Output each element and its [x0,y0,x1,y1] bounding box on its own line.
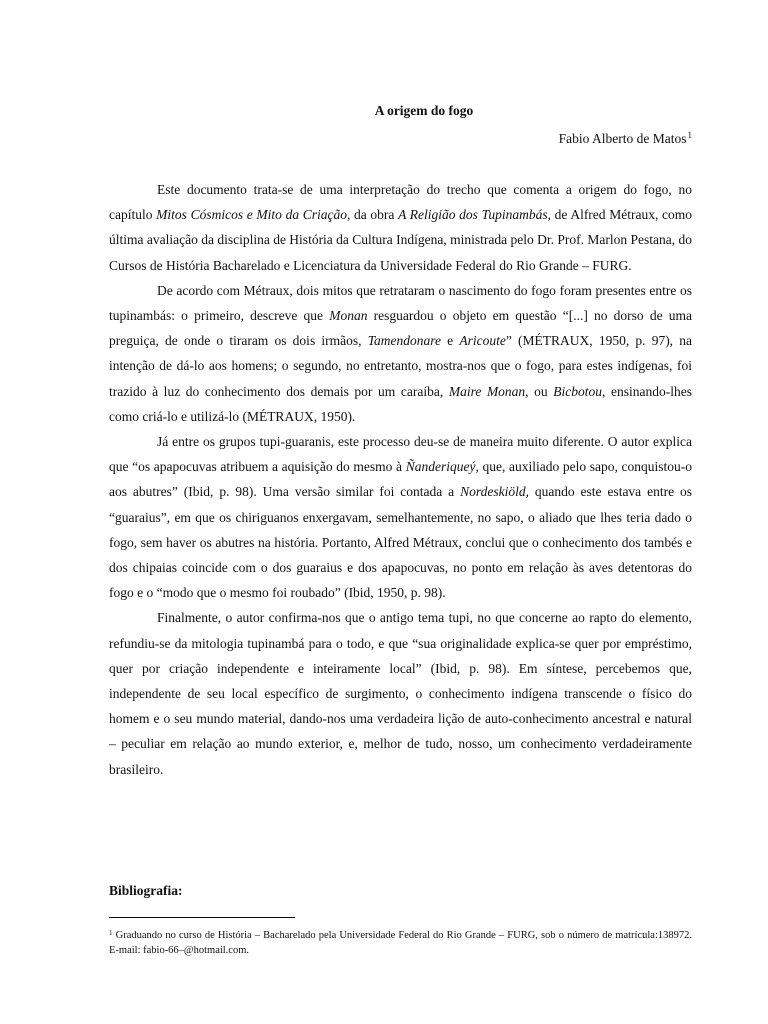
text-run: ou [528,383,554,399]
paragraph-4 [109,605,692,781]
bibliography-heading: Bibliografia: [109,883,183,898]
text-run: resguardou o objeto em questão “[...] no dorso de uma preguiça, de onde o tiraram os dois irmãos, [109,308,693,349]
footnote [109,926,692,958]
document-title: A origem do fogo [374,103,474,118]
text-run: quando este estava entre os “guaraius”, em que os chiriguanos enxergavam, semelhantemente, no sapo, o aliado que lhes teria dado o fogo, sem haver os abutres na história. Portanto, Alfred Métraux, conclui que o conhecimento dos tambés e dos chipaias coincide com o dos guaraius e dos apapocuvas, no ponto em relação às aves detentoras do fogo e o “modo que o mesmo foi roubado” (Ibid, 1950, p. 98). [109,484,692,601]
body-text [109,177,692,782]
text-run: Finalmente, o autor confirma-nos que o antigo tema tupi, no que concerne ao rapto do elemento, refundiu-se da mitologia tupinambá para o todo, e que “sua originalidade explica-se quer por empréstimo, quer por criação independente e inteiramente local” (Ibid, p. 98). Em síntese, percebemos que, independente de seu local específico de surgimento, o conhecimento indígena transcende o físico do homem e o seu mundo material, dando-nos uma verdadeira lição de auto-conhecimento ancestral e natural – peculiar em relação ao mundo exterior, e, melhor de tudo, nosso, um conhecimento verdadeiramente brasileiro. [109,610,692,777]
footnote-text: Graduando no curso de História – Bacharelado pela Universidade Federal do Rio Grande – FURG, sob o número de matrícula:138972. E-mail: fabio-66–@hotmail.com. [109,930,692,956]
italic-term: Monan [329,308,368,324]
text-run: , da obra [346,207,399,223]
text-run: ” (MÉTRAUX, 1950, p. 97), na intenção de dá-lo aos homens; o segundo, no entretanto, mostra-nos que o fogo, para estes indígenas, foi trazido à luz do conhecimento dos demais por um caraíba, [109,333,692,399]
text-run: Este documento trata-se de uma interpretação do trecho que comenta a origem do fogo, no capítulo [109,182,692,223]
paragraph-3 [109,429,692,605]
italic-term: Tamendonare [367,333,441,349]
italic-term: Nordeskiöld, [460,484,529,500]
italic-term: Aricoute [459,333,506,349]
paragraph-1 [109,177,692,278]
italic-term: Maire Monan, [448,383,529,399]
text-run: , ensinando-lhes como criá-lo e utilizá-lo (MÉTRAUX, 1950). [109,383,692,424]
paragraph-2 [109,278,692,429]
italic-term: Ñanderiqueý, [405,459,479,475]
text-run: e [440,333,460,349]
footnote-marker: 1 [109,929,113,937]
text-run: Já entre os grupos tupi-guaranis, este processo deu-se de maneira muito diferente. O autor explica que “os apapocuvas atribuem a aquisição do mesmo à [109,434,692,475]
text-run: que, auxiliado pelo sapo, conquistou-o aos abutres” (Ibid, p. 98). Uma versão similar foi contada a [109,459,693,500]
author-line [559,130,692,147]
author-footnote-ref: 1 [687,130,692,140]
italic-term: Mitos Cósmicos e Mito da Criação [156,207,347,223]
text-run: , de Alfred Métraux, como última avaliação da disciplina de História da Cultura Indígena, ministrada pelo Dr. Prof. Marlon Pestana, do Cursos de História Bacharelado e Licenciatura da Universidade Federal do Rio Grande – FURG. [109,207,692,273]
author-name: Fabio Alberto de Matos [558,131,687,146]
italic-term: A Religião dos Tupinambás [398,207,548,223]
footnote-separator [109,917,295,918]
italic-term: Bicbotou [553,383,603,399]
text-run: De acordo com Métraux, dois mitos que retrataram o nascimento do fogo foram presentes entre os tupinambás: o primeiro, descreve que [109,282,692,324]
